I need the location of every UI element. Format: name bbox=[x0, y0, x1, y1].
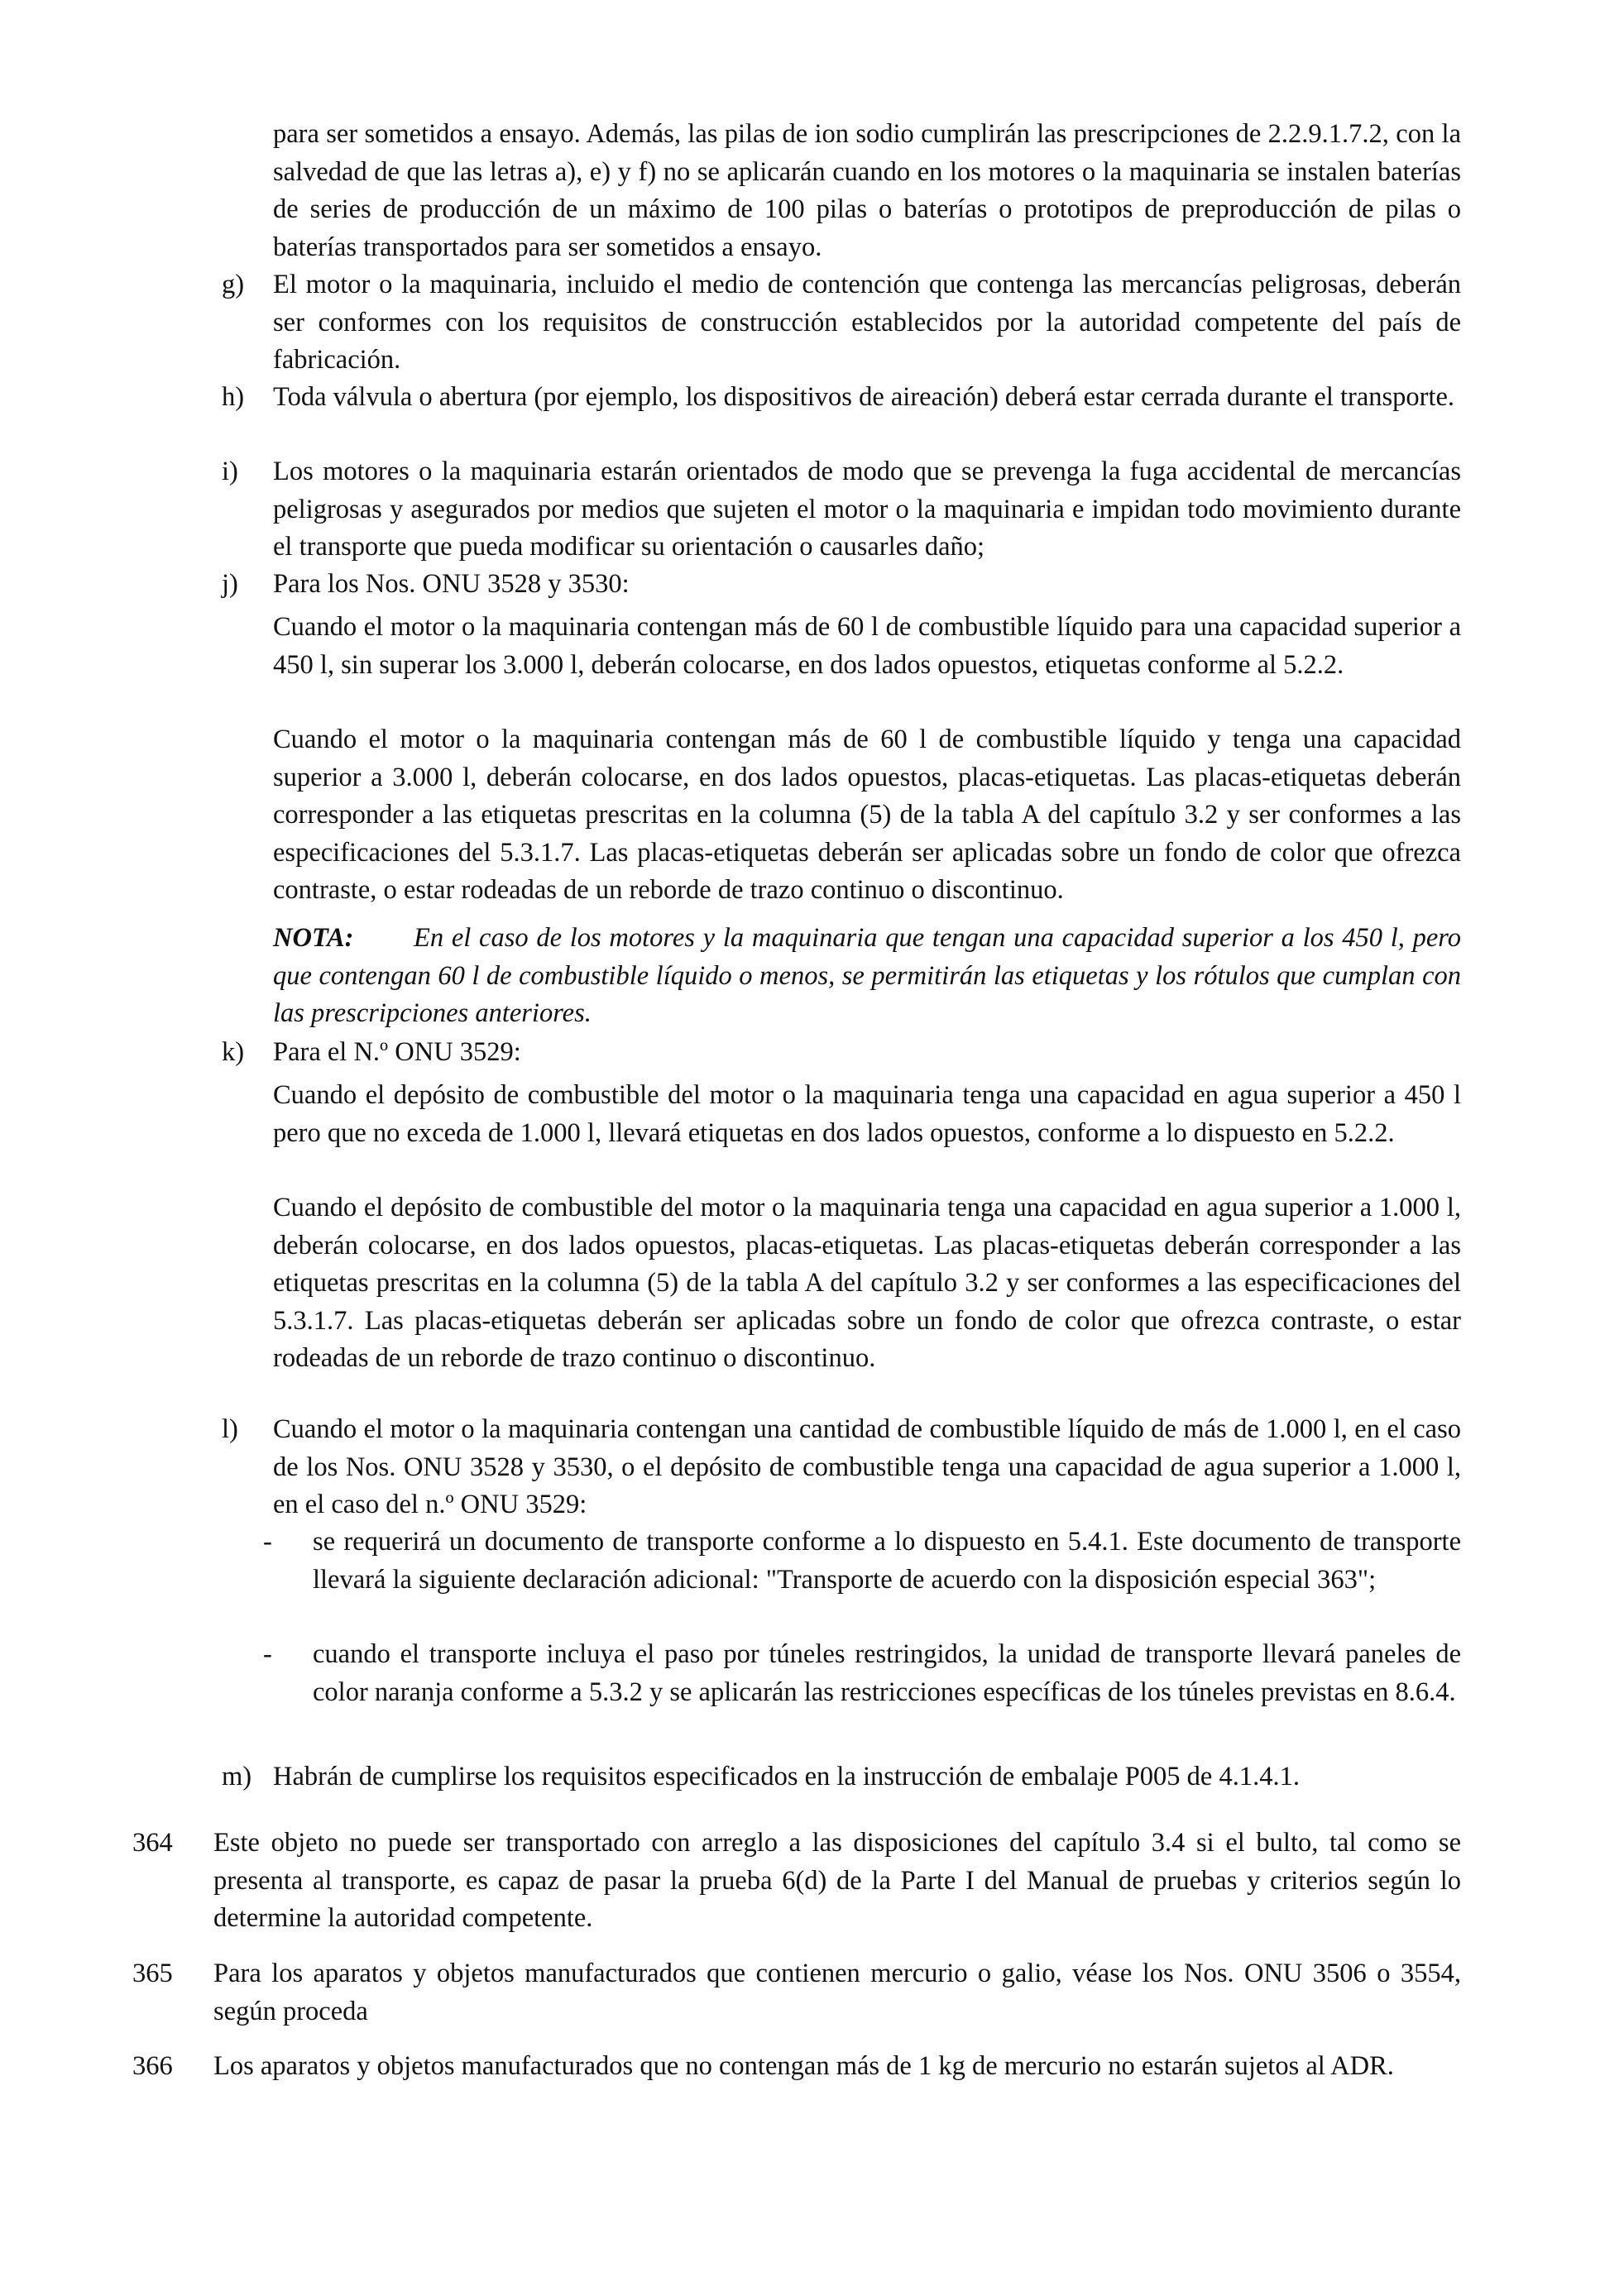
provision-text-364: Este objeto no puede ser transportado con arreglo a las disposiciones del capítulo 3.4 si el bulto, tal como se presenta al transporte, es capaz de pasar la prueba 6(d) de la Parte I del Manual de pruebas y criterios según lo determine la autoridad competente. bbox=[213, 1828, 1461, 1934]
item-l-bullet-2: cuando el transporte incluya el paso por túneles restringidos, la unidad de transporte llevará paneles de color naranja conforme a 5.3.2 y se aplicarán las restricciones específicas de los túneles previstas en 8.6.4. bbox=[313, 1639, 1461, 1707]
provision-text-366: Los aparatos y objetos manufacturados que no contengan más de 1 kg de mercurio no estarán sujetos al ADR. bbox=[213, 2051, 1394, 2081]
bullet-dash-1: - bbox=[263, 1527, 272, 1557]
note-label: NOTA: bbox=[273, 923, 354, 953]
item-label-g: g) bbox=[222, 270, 245, 299]
item-text-l: Cuando el motor o la maquinaria contengan una cantidad de combustible líquido de más de 1.000 l, en el caso de los Nos. ONU 3528 y 3530, o el depósito de combustible tenga una capacidad de agua superior a 1.000 l, en el caso del n.º ONU 3529: bbox=[273, 1414, 1461, 1520]
item-heading-j: Para los Nos. ONU 3528 y 3530: bbox=[273, 569, 630, 599]
item-text-g: El motor o la maquinaria, incluido el medio de contención que contenga las mercancías peligrosas, deberán ser conformes con los requisitos de construcción establecidos por la autoridad competente del país de fabricación. bbox=[273, 270, 1461, 375]
item-label-h: h) bbox=[222, 382, 245, 412]
item-label-m: m) bbox=[222, 1762, 252, 1791]
bullet-dash-2: - bbox=[263, 1639, 272, 1669]
item-j-paragraph-2: Cuando el motor o la maquinaria contengan más de 60 l de combustible líquido y tenga una capacidad superior a 3.000 l, deberán colocarse, en dos lados opuestos, placas-etiquetas. Las placas-etiquetas deberán corresponder a las etiquetas prescritas en la columna (5) de la tabla A del capítulo 3.2 y ser conformes a las especificaciones del 5.3.1.7. Las placas-etiquetas deberán ser aplicadas sobre un fondo de color que ofrezca contraste, o estar rodeadas de un reborde de trazo continuo o discontinuo. bbox=[273, 725, 1461, 906]
item-l-bullet-1: se requerirá un documento de transporte conforme a lo dispuesto en 5.4.1. Este documento de transporte llevará la siguiente declaración adicional: "Transporte de acuerdo con la disposición especial 363"; bbox=[313, 1527, 1461, 1595]
continuation-paragraph: para ser sometidos a ensayo. Además, las pilas de ion sodio cumplirán las prescripciones de 2.2.9.1.7.2, con la salvedad de que las letras a), e) y f) no se aplicarán cuando en los motores o la maquinaria se instalen baterías de series de producción de un máximo de 100 pilas o baterías o prototipos de preproducción de pilas o baterías transportados para ser sometidos a ensayo. bbox=[273, 119, 1461, 262]
item-heading-k: Para el N.º ONU 3529: bbox=[273, 1037, 521, 1067]
item-j-paragraph-1: Cuando el motor o la maquinaria contengan más de 60 l de combustible líquido para una capacidad superior a 450 l, sin superar los 3.000 l, deberán colocarse, en dos lados opuestos, etiquetas conforme al 5.2.2. bbox=[273, 612, 1461, 680]
item-text-i: Los motores o la maquinaria estarán orientados de modo que se prevenga la fuga accidental de mercancías peligrosas y asegurados por medios que sujeten el motor o la maquinaria e impidan todo movimiento durante el transporte que pueda modificar su orientación o causarles daño; bbox=[273, 457, 1461, 562]
provision-number-365: 365 bbox=[132, 1959, 173, 1988]
item-label-l: l) bbox=[222, 1414, 238, 1444]
item-label-j: j) bbox=[222, 569, 238, 599]
note-text: En el caso de los motores y la maquinaria que tengan una capacidad superior a los 450 l, pero que contengan 60 l de combustible líquido o menos, se permitirán las etiquetas y los rótulos que cumplan con las prescripciones anteriores. bbox=[273, 923, 1461, 1029]
item-k-paragraph-1: Cuando el depósito de combustible del motor o la maquinaria tenga una capacidad en agua superior a 450 l pero que no exceda de 1.000 l, llevará etiquetas en dos lados opuestos, conforme a lo dispuesto en 5.2.2. bbox=[273, 1080, 1461, 1148]
item-j-note bbox=[273, 920, 1461, 1033]
item-k-paragraph-2: Cuando el depósito de combustible del motor o la maquinaria tenga una capacidad en agua superior a 1.000 l, deberán colocarse, en dos lados opuestos, placas-etiquetas. Las placas-etiquetas deberán corresponder a las etiquetas prescritas en la columna (5) de la tabla A del capítulo 3.2 y ser conformes a las especificaciones del 5.3.1.7. Las placas-etiquetas deberán ser aplicadas sobre un fondo de color que ofrezca contraste, o estar rodeadas de un reborde de trazo continuo o discontinuo. bbox=[273, 1193, 1461, 1374]
item-text-m: Habrán de cumplirse los requisitos especificados en la instrucción de embalaje P005 de 4.1.4.1. bbox=[273, 1762, 1300, 1791]
item-label-k: k) bbox=[222, 1037, 245, 1067]
provision-number-366: 366 bbox=[132, 2051, 173, 2081]
item-text-h: Toda válvula o abertura (por ejemplo, los dispositivos de aireación) deberá estar cerrada durante el transporte. bbox=[273, 382, 1455, 412]
provision-text-365: Para los aparatos y objetos manufacturados que contienen mercurio o galio, véase los Nos. ONU 3506 o 3554, según proceda bbox=[213, 1959, 1461, 2026]
provision-number-364: 364 bbox=[132, 1828, 173, 1858]
item-label-i: i) bbox=[222, 457, 238, 486]
